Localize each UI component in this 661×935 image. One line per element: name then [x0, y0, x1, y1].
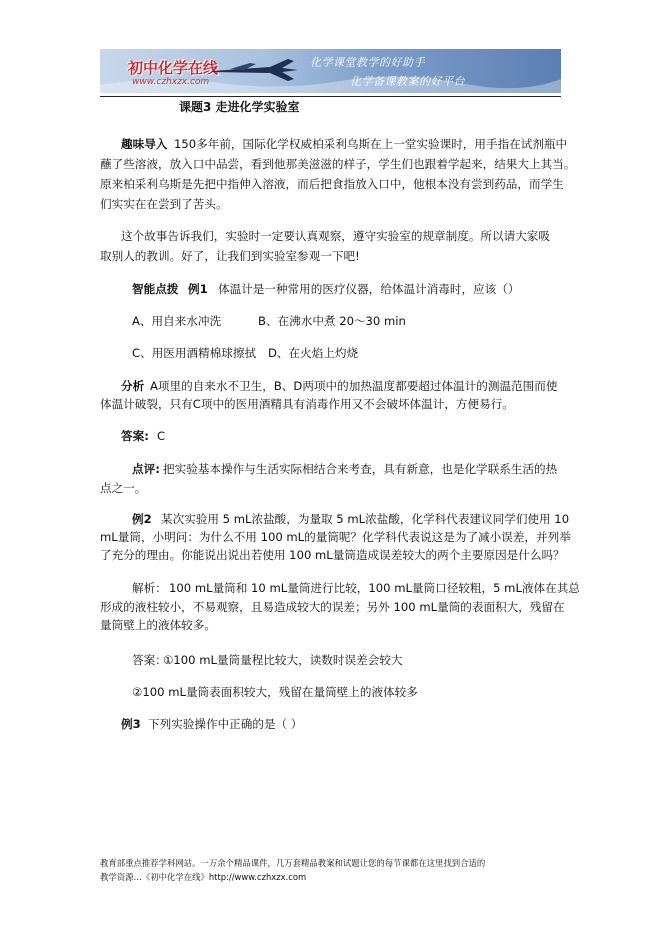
- example3-number: 例3: [121, 717, 141, 731]
- example1-comment-label: 点评:: [132, 462, 160, 476]
- example1-comment-line-1: 把实验基本操作与生活实际相结合来考查，具有新意，也是化学联系生活的热: [163, 462, 558, 476]
- site-banner: [100, 49, 561, 93]
- lesson-line-1: 这个故事告诉我们，实验时一定要认真观察，遵守实验室的规章制度。所以请大家吸: [121, 229, 550, 243]
- intro-line-3: 原来柏采利乌斯是先把中指伸入溶液，而后把食指放入口中，他根本没有尝到药品，而学生: [100, 177, 564, 191]
- example1-analysis-line-2: 体温计破裂，只有C项中的医用酒精具有消毒作用又不会破坏体温计，方便易行。: [100, 397, 514, 411]
- example1-option-c: C、用医用酒精棉球擦拭: [132, 346, 257, 360]
- example2-question-line-3: 了充分的理由。你能说出说出若使用 100 mL量筒造成误差较大的两个主要原因是什么吗？: [100, 548, 565, 562]
- example1-label: 智能点拨: [132, 282, 179, 296]
- intro-line-4: 们实实在在尝到了苦头。: [100, 197, 228, 211]
- example2-analysis-line-2: 形成的液柱较小，不易观察，且易造成较大的误差；另外 100 mL量筒的表面积大，残留在: [100, 600, 565, 614]
- example1-option-a: A、用自来水冲洗: [132, 314, 222, 328]
- example2-analysis-label: 解析：: [132, 581, 167, 595]
- footer-line-1: 教育部重点推荐学科网站。一万余个精品课件，几万套精品教案和试题让您的每节课都在这里找到合适的: [100, 858, 486, 868]
- example1-answer-label: 答案:: [121, 429, 149, 443]
- example1-comment-line-2: 点之一。: [100, 481, 147, 495]
- example1-option-b: B、在沸水中煮 20～30 min: [258, 314, 406, 328]
- jet-plane-icon: [210, 53, 300, 83]
- example1-option-d: D、在火焰上灼烧: [268, 346, 359, 360]
- banner-slogan-1: 化学课堂教学的好助手: [310, 56, 425, 69]
- example1-analysis-label: 分析: [121, 379, 145, 393]
- example2-answer-2: ②100 mL量筒表面积较大，残留在量筒壁上的液体较多: [132, 685, 418, 699]
- footer-line-2: [100, 871, 306, 883]
- intro-line-1: 150多年前，国际化学权威柏采利乌斯在上一堂实验课时，用手指在试剂瓶中: [174, 137, 568, 151]
- example1-question: 体温计是一种常用的医疗仪器，给体温计消毒时，应该（）: [218, 282, 520, 296]
- footer-link[interactable]: http://www.czhxzx.com: [208, 872, 307, 882]
- example2-analysis-line-3: 量筒壁上的液体较多。: [100, 618, 216, 632]
- example1-analysis-line-1: A项里的自来水不卫生，B、D两项中的加热温度都要超过体温计的测温范围而使: [150, 379, 558, 393]
- site-logo-text: 初中化学在线: [128, 59, 219, 77]
- example2-question-line-1: 某次实验用 5 mL浓盐酸，为量取 5 mL浓盐酸，化学科代表建议同学们使用 10: [161, 512, 570, 526]
- example1-answer: C: [157, 429, 166, 443]
- site-url: www.czhxzx.com: [132, 77, 210, 87]
- example2-number: 例2: [132, 512, 152, 526]
- intro-label: 趣味导入: [121, 137, 168, 151]
- example2-answer-label: 答案：: [132, 653, 167, 667]
- lesson-line-2: 取别人的教训。好了，让我们到实验室参观一下吧!: [100, 249, 360, 263]
- example2-analysis-line-1: 100 mL量筒和 10 mL量筒进行比较，100 mL量筒口径较粗，5 mL液体在其总: [169, 581, 580, 595]
- footer-text: 教学资源…《初中化学在线》: [100, 872, 209, 882]
- example1-number: 例1: [188, 282, 208, 296]
- example3-question: 下列实验操作中正确的是（ ）: [148, 717, 303, 731]
- example2-question-line-2: mL量筒，小明问：为什么不用 100 mL的量筒呢？化学科代表说这是为了减小误差，并列举: [100, 530, 571, 544]
- intro-line-2: 蘸了些溶液，放入口中品尝，看到他那美滋滋的样子，学生们也跟着学起来，结果大上其当。: [100, 157, 576, 171]
- page-title: 课题3 走进化学实验室: [179, 100, 300, 114]
- banner-slogan-2: 化学备课教案的好平台: [350, 75, 465, 88]
- example2-answer-1: ①100 mL量筒量程比较大，读数时误差会较大: [163, 653, 403, 667]
- header-divider: [100, 96, 561, 97]
